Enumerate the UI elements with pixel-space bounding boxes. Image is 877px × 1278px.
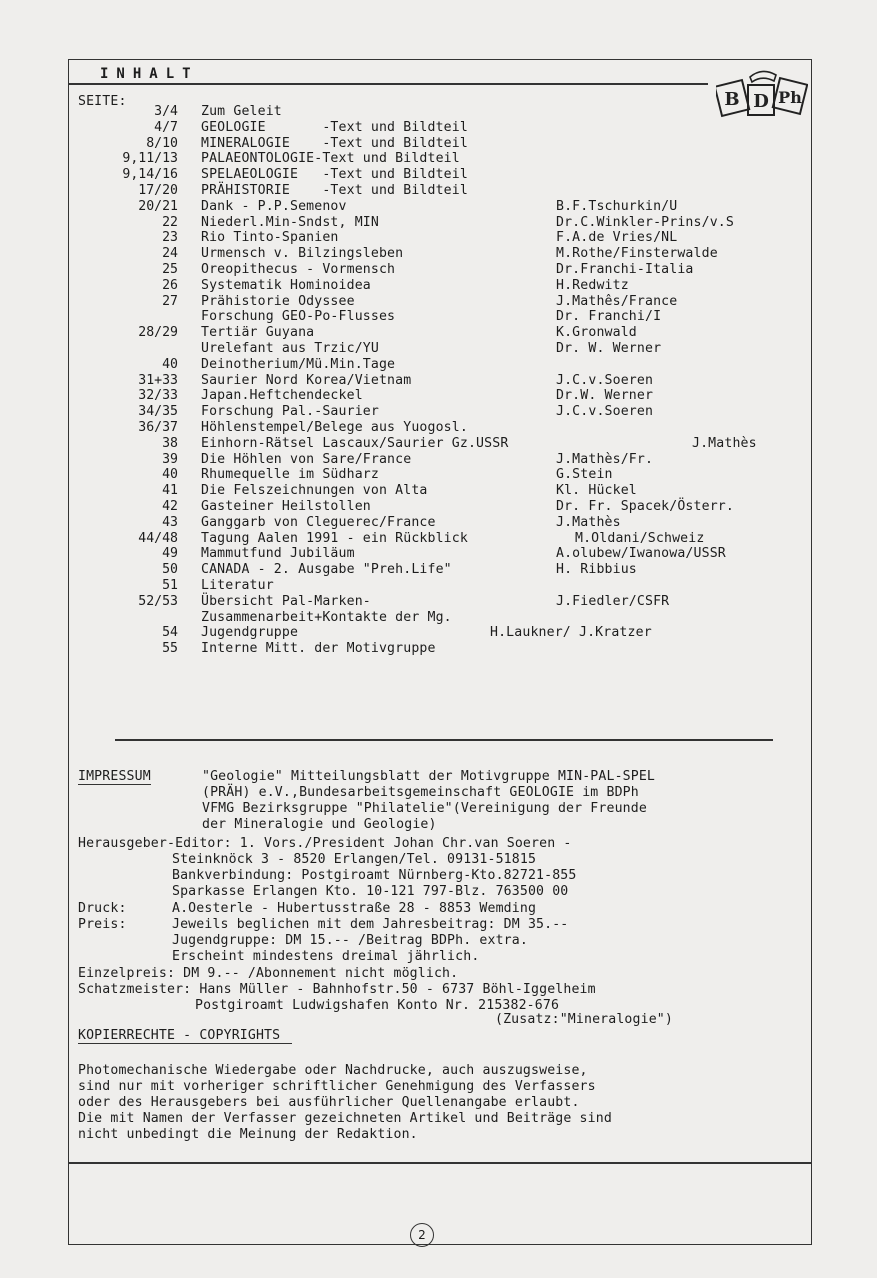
- toc-page: 4/7: [154, 120, 178, 135]
- toc-title: Forschung Pal.-Saurier: [201, 404, 379, 419]
- page-number: 2: [410, 1223, 434, 1247]
- toc-page: 40: [162, 357, 178, 372]
- toc-page: 28/29: [138, 325, 178, 340]
- toc-title: Literatur: [201, 578, 274, 593]
- copyright-line: sind nur mit vorheriger schriftlicher Genehmigung des Verfassers: [78, 1079, 596, 1094]
- toc-page: 8/10: [146, 136, 178, 151]
- toc-title: Rhumequelle im Südharz: [201, 467, 379, 482]
- toc-title: Oreopithecus - Vormensch: [201, 262, 396, 277]
- toc-author: J.C.v.Soeren: [556, 404, 654, 419]
- impressum-line: (PRÄH) e.V.,Bundesarbeitsgemeinschaft GEOLOGIE im BDPh: [202, 785, 639, 800]
- toc-title: Jugendgruppe: [201, 625, 299, 640]
- toc-page: 40: [162, 467, 178, 482]
- toc-page: 54: [162, 625, 178, 640]
- toc-page: 25: [162, 262, 178, 277]
- toc-title: Mammutfund Jubiläum: [201, 546, 355, 561]
- toc-author: Dr. Franchi/I: [556, 309, 662, 324]
- toc-title: Tagung Aalen 1991 - ein Rückblick: [201, 531, 468, 546]
- toc-title: Ganggarb von Cleguerec/France: [201, 515, 436, 530]
- header-divider: [68, 83, 708, 85]
- copyright-label: KOPIERRECHTE - COPYRIGHTS: [78, 1028, 292, 1044]
- toc-title: Saurier Nord Korea/Vietnam: [201, 373, 412, 388]
- toc-title: Systematik Hominoidea: [201, 278, 371, 293]
- toc-author: G.Stein: [556, 467, 613, 482]
- herausgeber-line: Steinknöck 3 - 8520 Erlangen/Tel. 09131-51815: [172, 852, 537, 867]
- toc-author: M.Rothe/Finsterwalde: [556, 246, 718, 261]
- toc-title: Höhlenstempel/Belege aus Yuogosl.: [201, 420, 468, 435]
- toc-page: 22: [162, 215, 178, 230]
- toc-title: Dank - P.P.Semenov: [201, 199, 347, 214]
- toc-author: J.Mathès: [692, 436, 757, 451]
- svg-text:D: D: [753, 91, 769, 112]
- toc-title: Gasteiner Heilstollen: [201, 499, 371, 514]
- toc-page: 32/33: [138, 388, 178, 403]
- toc-title: GEOLOGIE -Text und Bildteil: [201, 120, 468, 135]
- copyright-line: Photomechanische Wiedergabe oder Nachdrucke, auch auszugsweise,: [78, 1063, 588, 1078]
- toc-title: MINERALOGIE -Text und Bildteil: [201, 136, 468, 151]
- toc-title: Die Felszeichnungen von Alta: [201, 483, 428, 498]
- toc-author: H. Ribbius: [556, 562, 637, 577]
- toc-author: J.C.v.Soeren: [556, 373, 654, 388]
- preis-line: Erscheint mindestens dreimal jährlich.: [172, 949, 480, 964]
- toc-author: F.A.de Vries/NL: [556, 230, 678, 245]
- toc-page: 9,14/16: [122, 167, 178, 182]
- schatzmeister-line: Postgiroamt Ludwigshafen Konto Nr. 215382-676: [195, 998, 560, 1013]
- toc-title: Prähistorie Odyssee: [201, 294, 355, 309]
- toc-title: PRÄHISTORIE -Text und Bildteil: [201, 183, 468, 198]
- toc-author: Kl. Hückel: [556, 483, 637, 498]
- toc-title: Zusammenarbeit+Kontakte der Mg.: [201, 610, 452, 625]
- preis-line: Jeweils beglichen mit dem Jahresbeitrag: DM 35.--: [172, 917, 569, 932]
- toc-page: 9,11/13: [122, 151, 178, 166]
- toc-page: 50: [162, 562, 178, 577]
- herausgeber-line: Herausgeber-Editor: 1. Vors./President Johan Chr.van Soeren -: [78, 836, 572, 851]
- druck-label: Druck:: [78, 901, 127, 916]
- toc-page: 23: [162, 230, 178, 245]
- toc-title: Rio Tinto-Spanien: [201, 230, 339, 245]
- toc-page: 26: [162, 278, 178, 293]
- toc-title: CANADA - 2. Ausgabe "Preh.Life": [201, 562, 452, 577]
- toc-page: 39: [162, 452, 178, 467]
- toc-title: Übersicht Pal-Marken-: [201, 594, 371, 609]
- preis-line: Jugendgruppe: DM 15.-- /Beitrag BDPh. extra.: [172, 933, 528, 948]
- toc-page: 17/20: [138, 183, 178, 198]
- impressum-label: IMPRESSUM: [78, 769, 151, 784]
- toc-page: 24: [162, 246, 178, 261]
- toc-page: 38: [162, 436, 178, 451]
- preis-label: Preis:: [78, 917, 127, 932]
- impressum-line: "Geologie" Mitteilungsblatt der Motivgruppe MIN-PAL-SPEL: [202, 769, 656, 784]
- schatzmeister-line: Schatzmeister: Hans Müller - Bahnhofstr.50 - 6737 Böhl-Iggelheim: [78, 982, 596, 997]
- toc-author: Dr. W. Werner: [556, 341, 662, 356]
- toc-author: J.Mathès: [556, 515, 621, 530]
- toc-author: B.F.Tschurkin/U: [556, 199, 678, 214]
- herausgeber-line: Sparkasse Erlangen Kto. 10-121 797-Blz. 763500 00: [172, 884, 569, 899]
- toc-title: Tertiär Guyana: [201, 325, 315, 340]
- toc-author: Dr.C.Winkler-Prins/v.S: [556, 215, 734, 230]
- toc-page: 43: [162, 515, 178, 530]
- toc-title: Japan.Heftchendeckel: [201, 388, 363, 403]
- toc-page: 41: [162, 483, 178, 498]
- toc-page: 42: [162, 499, 178, 514]
- copyright-line: Die mit Namen der Verfasser gezeichneten Artikel und Beiträge sind: [78, 1111, 612, 1126]
- einzelpreis: Einzelpreis: DM 9.-- /Abonnement nicht möglich.: [78, 966, 459, 981]
- toc-page: 31+33: [138, 373, 178, 388]
- toc-title: Forschung GEO-Po-Flusses: [201, 309, 396, 324]
- toc-page: 36/37: [138, 420, 178, 435]
- toc-page: 52/53: [138, 594, 178, 609]
- toc-author: J.Mathès/Fr.: [556, 452, 654, 467]
- toc-title: Einhorn-Rätsel Lascaux/Saurier Gz.USSR: [201, 436, 509, 451]
- toc-author: K.Gronwald: [556, 325, 637, 340]
- copyright-line: oder des Herausgebers bei ausführlicher Quellenangabe erlaubt.: [78, 1095, 580, 1110]
- toc-page: 27: [162, 294, 178, 309]
- toc-page: 34/35: [138, 404, 178, 419]
- toc-author: H.Laukner/ J.Kratzer: [490, 625, 652, 640]
- toc-author: J.Fiedler/CSFR: [556, 594, 670, 609]
- toc-page: 49: [162, 546, 178, 561]
- toc-title: Urelefant aus Trzic/YU: [201, 341, 379, 356]
- toc-divider: [115, 739, 773, 741]
- toc-title: SPELAEOLOGIE -Text und Bildteil: [201, 167, 468, 182]
- toc-page: 44/48: [138, 531, 178, 546]
- toc-title: Interne Mitt. der Motivgruppe: [201, 641, 436, 656]
- impressum-line: VFMG Bezirksgruppe "Philatelie"(Vereinigung der Freunde: [202, 801, 647, 816]
- svg-text:Ph: Ph: [778, 88, 802, 107]
- toc-page: 55: [162, 641, 178, 656]
- toc-title: PALAEONTOLOGIE-Text und Bildteil: [201, 151, 460, 166]
- herausgeber-line: Bankverbindung: Postgiroamt Nürnberg-Kto.82721-855: [172, 868, 577, 883]
- impressum-line: der Mineralogie und Geologie): [202, 817, 437, 832]
- toc-author: Dr.Franchi-Italia: [556, 262, 694, 277]
- toc-author: M.Oldani/Schweiz: [575, 531, 705, 546]
- toc-title: Urmensch v. Bilzingsleben: [201, 246, 404, 261]
- bdph-logo: [716, 65, 808, 127]
- toc-title: Deinotherium/Mü.Min.Tage: [201, 357, 396, 372]
- druck-value: A.Oesterle - Hubertusstraße 28 - 8853 Wemding: [172, 901, 537, 916]
- toc-title: Zum Geleit: [201, 104, 282, 119]
- seite-label: SEITE:: [78, 94, 127, 109]
- toc-author: Dr.W. Werner: [556, 388, 654, 403]
- schatzmeister-line: (Zusatz:"Mineralogie"): [495, 1012, 673, 1027]
- toc-page: 20/21: [138, 199, 178, 214]
- toc-author: Dr. Fr. Spacek/Österr.: [556, 499, 734, 514]
- toc-page: 3/4: [154, 104, 178, 119]
- toc-page: 51: [162, 578, 178, 593]
- copyright-line: nicht unbedingt die Meinung der Redaktion.: [78, 1127, 418, 1142]
- toc-author: H.Redwitz: [556, 278, 629, 293]
- toc-author: J.Mathês/France: [556, 294, 678, 309]
- svg-text:B: B: [724, 89, 740, 110]
- toc-title: Niederl.Min-Sndst, MIN: [201, 215, 379, 230]
- toc-title: Die Höhlen von Sare/France: [201, 452, 412, 467]
- footer-divider: [68, 1162, 812, 1164]
- toc-author: A.olubew/Iwanowa/USSR: [556, 546, 726, 561]
- page-title: INHALT: [100, 66, 199, 82]
